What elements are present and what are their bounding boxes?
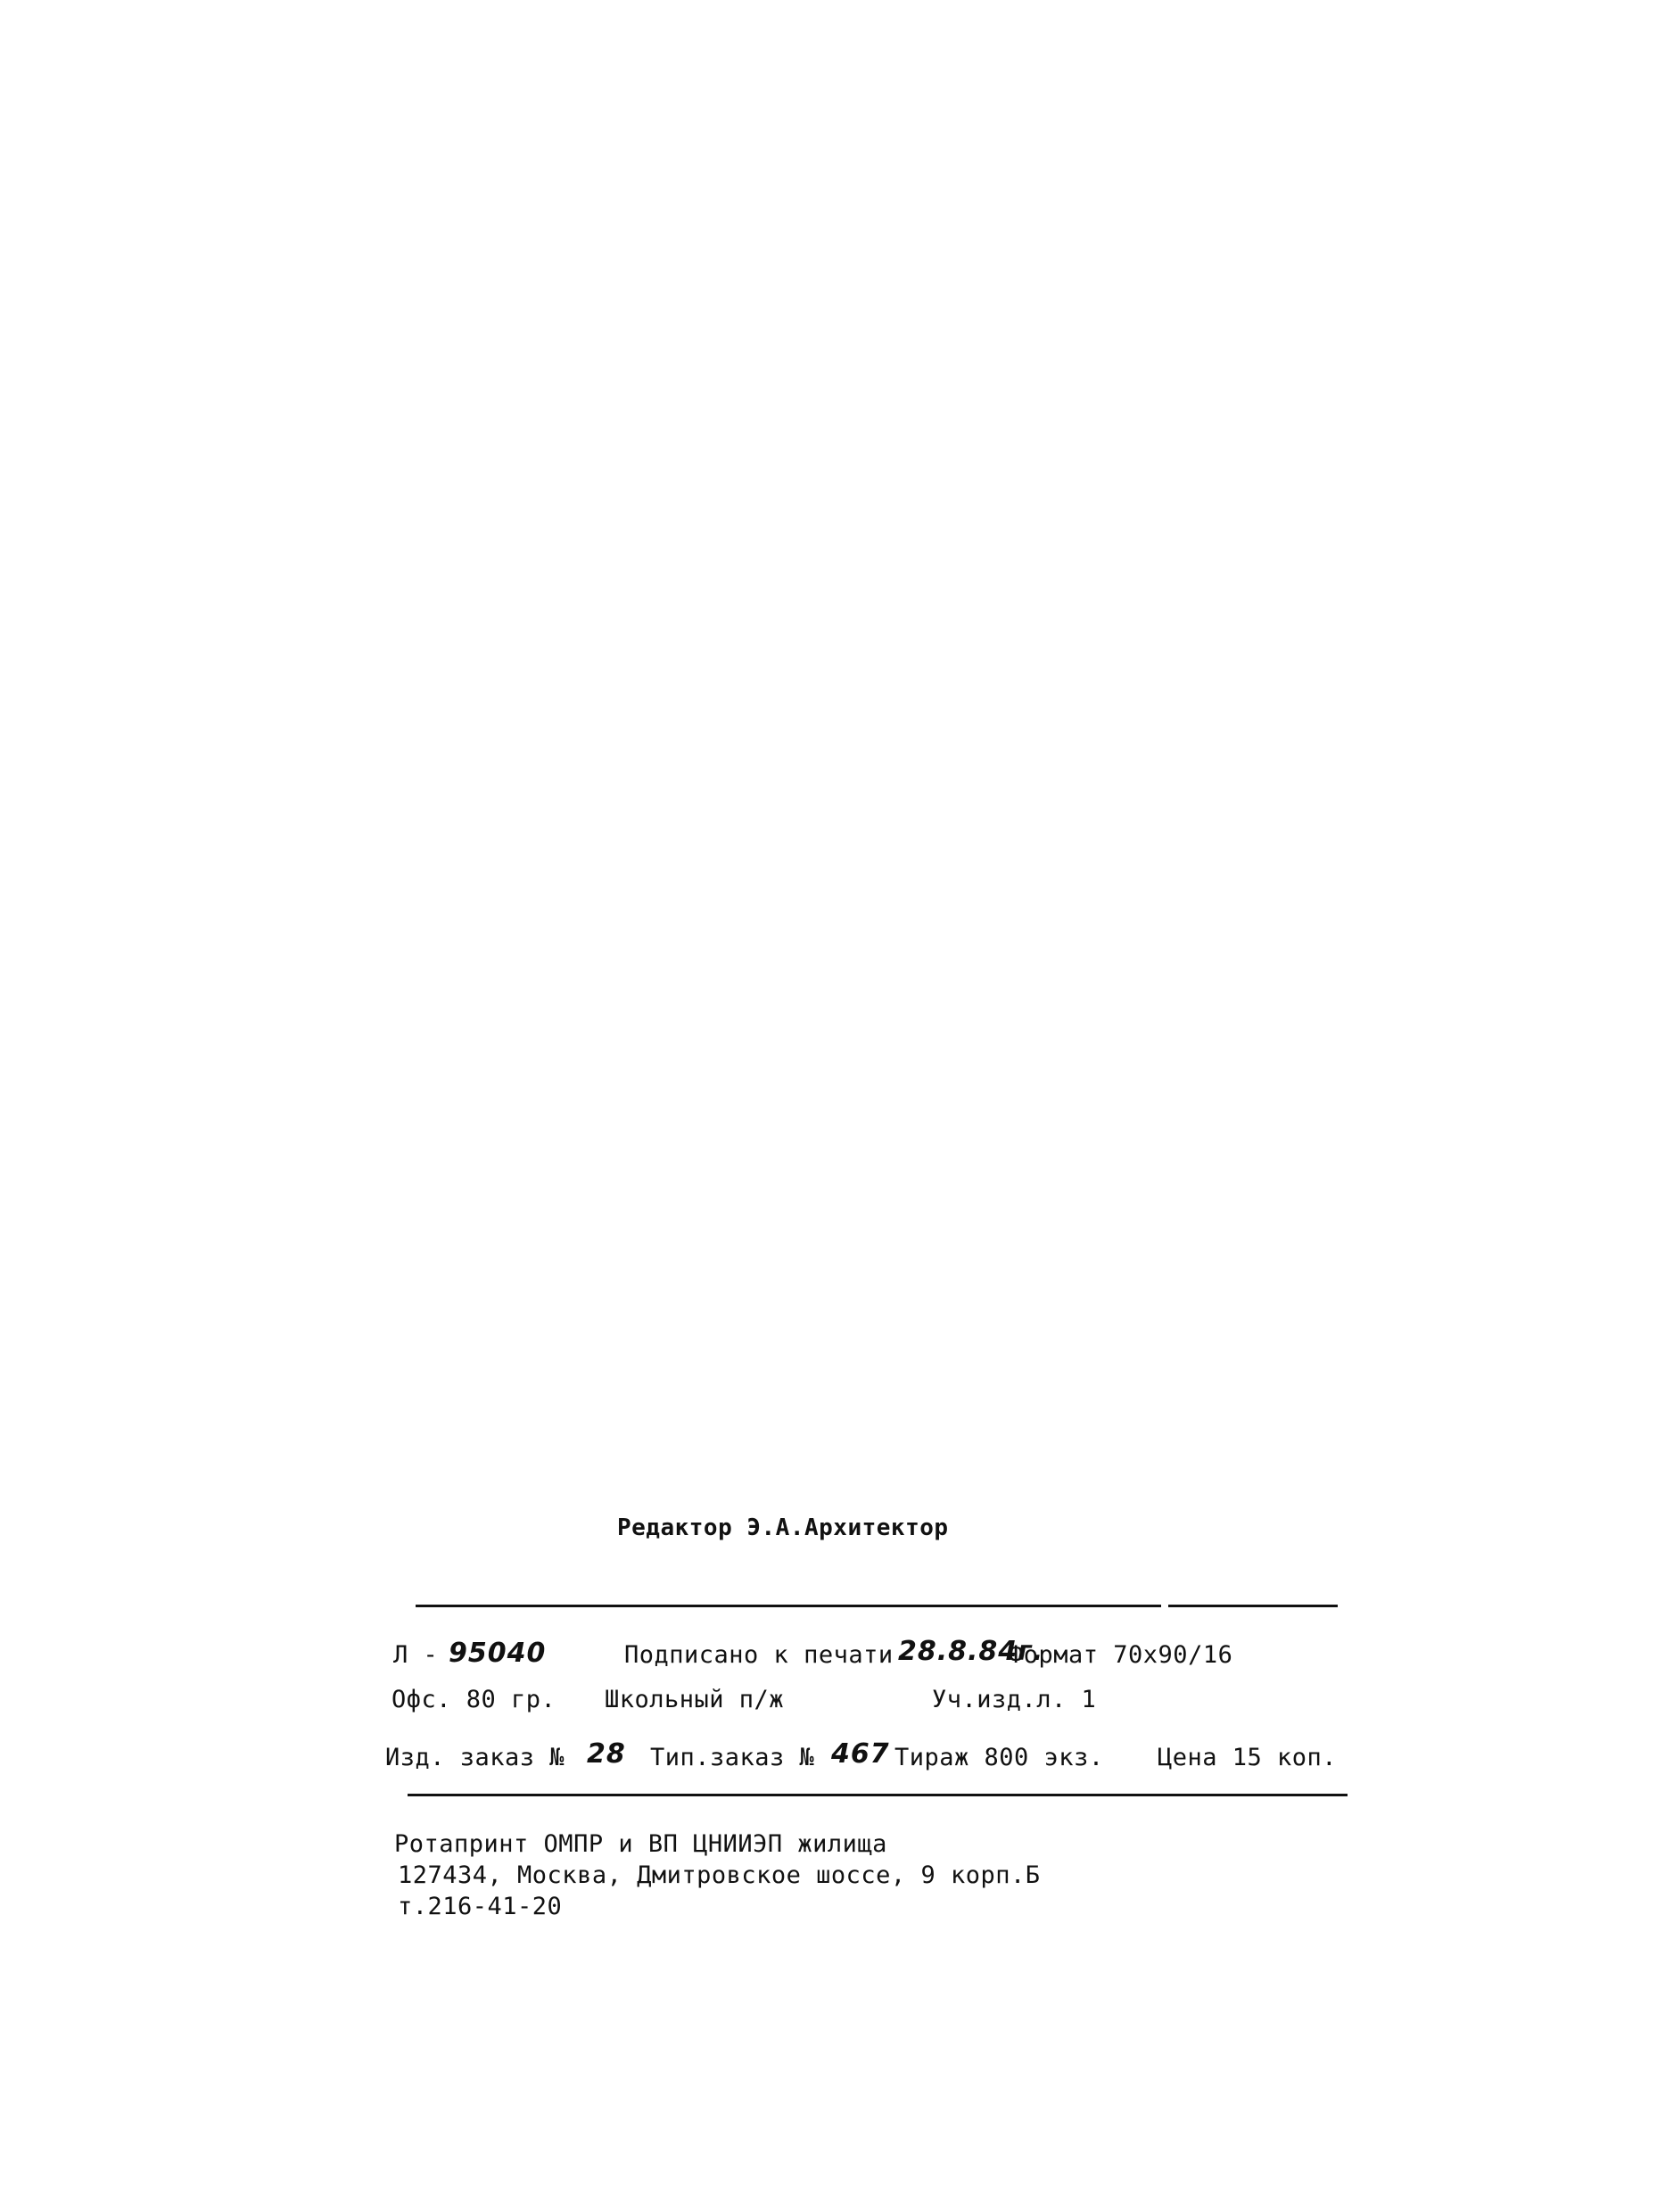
publ-order-label: Изд. заказ № <box>385 1744 565 1771</box>
paper: Офс. 80 гр. <box>392 1686 556 1713</box>
printer-line-3: т.216-41-20 <box>398 1893 563 1920</box>
bottom-rule <box>408 1794 1348 1796</box>
printer-line-2: 127434, Москва, Дмитровское шоссе, 9 корп.Б <box>398 1861 1041 1889</box>
top-rule-left <box>416 1605 1161 1607</box>
signed-label: Подписано к печати <box>624 1641 894 1669</box>
license-number: 95040 <box>449 1638 547 1669</box>
price: Цена 15 коп. <box>1158 1744 1338 1771</box>
print-run: Тираж 800 экз. <box>894 1744 1104 1771</box>
print-order-label: Тип.заказ № <box>650 1744 815 1771</box>
typeface: Школьный п/ж <box>605 1686 785 1713</box>
print-order-number: 467 <box>831 1738 890 1770</box>
top-rule-right <box>1168 1605 1338 1607</box>
printer-line-1: Ротапринт ОМПР и ВП ЦНИИЭП жилища <box>394 1830 887 1858</box>
signed-date: 28.8.84г. <box>898 1636 1044 1667</box>
publ-order-number: 28 <box>587 1738 626 1770</box>
sheets: Уч.изд.л. 1 <box>932 1686 1097 1713</box>
format: Формат 70x90/16 <box>1009 1641 1233 1669</box>
license-prefix: Л - <box>393 1641 439 1669</box>
editor-line: Редактор Э.А.Архитектор <box>617 1515 949 1541</box>
